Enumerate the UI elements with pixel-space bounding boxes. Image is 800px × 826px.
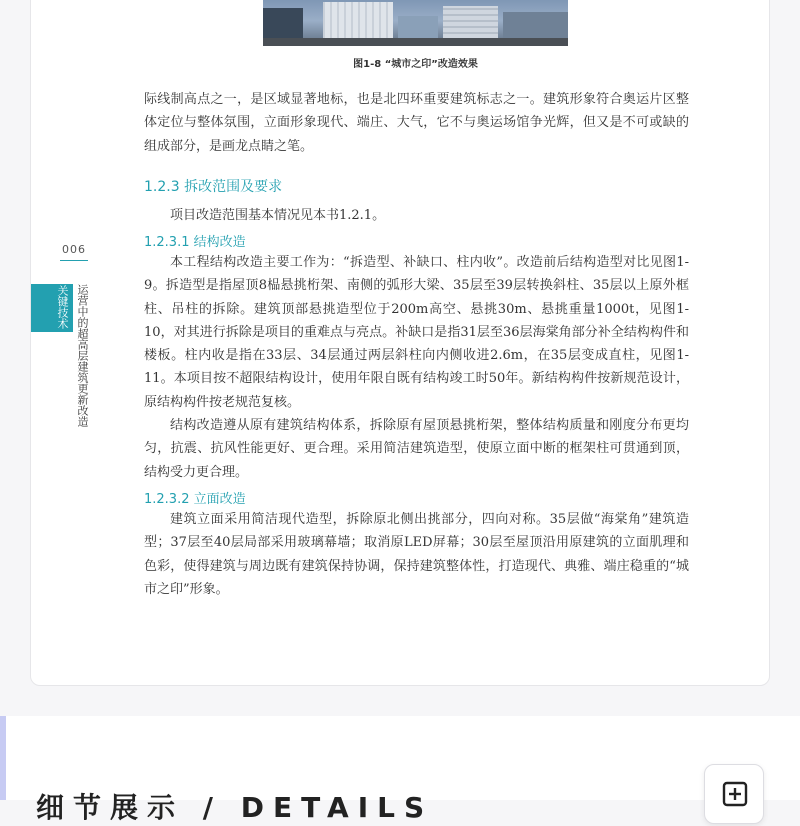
page-number-rule <box>60 260 88 261</box>
section-heading-1-2-3-1: 1.2.3.1 结构改造 <box>144 235 246 250</box>
details-accent-bar <box>0 716 6 800</box>
plus-square-icon <box>722 781 748 807</box>
structure-paragraph-1: 本工程结构改造主要工作为：“拆造型、补缺口、柱内收”。改造前后结构造型对比见图1-9。拆造型是指屋顶8榀悬挑桁架、南侧的弧形大梁、35层至39层转换斜柱、35层以上原外框柱、吊柱的拆除。建筑顶部悬挑造型位于200m高空、悬挑30m、悬挑重量1000t，见图1-10，对其进行拆除是项目的重难点与亮点。补缺口是指31层至36层海棠角部分补全结构构件和楼板。柱内收是指在33层、34层通过两层斜柱向内侧收进2.6m，在35层变成直柱，见图1-11。本项目按不超限结构设计，使用年限自既有结构竣工时50年。新结构构件按新规范设计，原结构构件按老规范复核。 <box>144 255 689 410</box>
section-heading-1-2-3-2: 1.2.3.2 立面改造 <box>144 492 246 507</box>
structure-paragraph-2: 结构改造遵从原有建筑结构体系，拆除原有屋顶悬挑桁架，整体结构质量和刚度分布更均匀，抗震、抗风性能更好、更合理。采用简洁建筑造型，使原立面中断的框架柱可贯通到顶，结构受力更合理。 <box>144 418 689 480</box>
expand-details-button[interactable] <box>704 764 764 824</box>
page-number: 006 <box>62 243 86 256</box>
book-title-vertical: 运营中的超高层建筑更新改造 <box>76 284 89 427</box>
section-heading-1-2-3: 1.2.3 拆改范围及要求 <box>144 179 283 195</box>
figure-photo <box>263 0 568 46</box>
details-section <box>0 716 800 824</box>
section-1-2-3-intro: 项目改造范围基本情况见本书1.2.1。 <box>170 208 386 223</box>
details-heading: 细节展示 / DETAILS <box>36 791 434 824</box>
chapter-tab: 关键技术 <box>31 284 73 332</box>
intro-paragraph: 际线制高点之一，是区域显著地标，也是北四环重要建筑标志之一。建筑形象符合奥运片区整体定位与整体氛围，立面形象现代、端庄、大气，它不与奥运场馆争光辉，但又是不可或缺的组成部分，是画龙点睛之笔。 <box>144 92 689 154</box>
facade-paragraph: 建筑立面采用简洁现代造型，拆除原北侧出挑部分，四向对称。35层做“海棠角”建筑造型；37层至40层局部采用玻璃幕墙；取消原LED屏幕；30层至屋顶沿用原建筑的立面肌理和色彩，使得建筑与周边既有建筑保持协调，保持建筑整体性，打造现代、典雅、端庄稳重的“城市之印”形象。 <box>144 512 689 597</box>
figure-caption: 图1-8 “城市之印”改造效果 <box>353 59 478 70</box>
